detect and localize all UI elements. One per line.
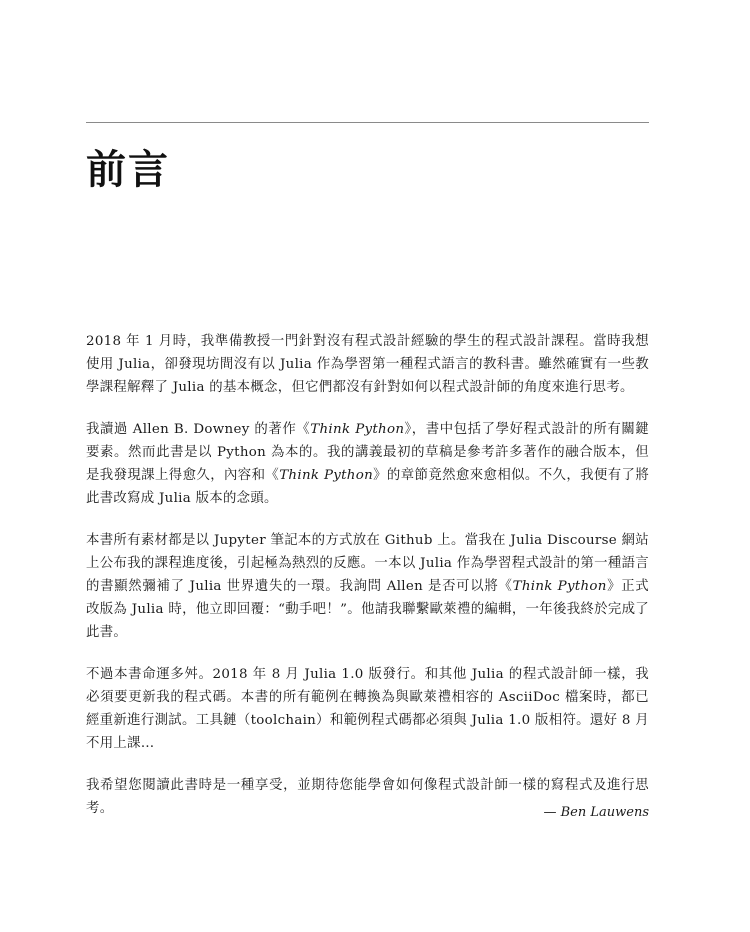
paragraph-1 bbox=[86, 330, 649, 399]
preface-body bbox=[86, 330, 649, 839]
text-segment: 》的章節竟然愈來愈相似。不久，我便有了將此書改寫成 Julia 版本的念頭。 bbox=[86, 468, 650, 506]
text-segment: 》正式改版為 Julia 時，他立即回覆：“動手吧！”。他請我聯繫歐萊禮的編輯，一年後我終於完成了此書。 bbox=[86, 579, 650, 640]
author-signature: — Ben Lauwens bbox=[543, 805, 649, 820]
text-segment: 我希望您閱讀此書時是一種享受，並期待您能學會如何像程式設計師一樣的寫程式及進行思考。 bbox=[86, 778, 649, 816]
book-title-italic: Think Python bbox=[512, 579, 607, 594]
book-title-italic: Think Python bbox=[279, 468, 374, 483]
chapter-title: 前言 bbox=[86, 147, 170, 193]
text-segment: 》，書中包括了學好程式設計的所有關鍵要素。然而此書是以 Python 為本的。我的講義最初的草稿是參考許多著作的融合版本，但是我發現課上得愈久，內容和《 bbox=[86, 422, 650, 483]
paragraph-2 bbox=[86, 418, 649, 510]
paragraph-4 bbox=[86, 663, 649, 755]
paragraph-3 bbox=[86, 529, 649, 644]
book-title-italic: Think Python bbox=[310, 422, 405, 437]
text-segment: 不過本書命運多舛。2018 年 8 月 Julia 1.0 版發行。和其他 Julia 的程式設計師一樣，我必須要更新我的程式碼。本書的所有範例在轉換為與歐萊禮相容的 AsciiDoc 檔案時，都已經重新進行測試。工具鏈（toolchain）和範例程式碼都必須與 Julia 1.0 版相符。還好 8 月不用上課… bbox=[86, 667, 649, 751]
text-segment: 2018 年 1 月時，我準備教授一門針對沒有程式設計經驗的學生的程式設計課程。當時我想使用 Julia，卻發現坊間沒有以 Julia 作為學習第一種程式語言的教科書。雖然確實有一些教學課程解釋了 Julia 的基本概念，但它們都沒有針對如何以程式設計師的角度來進行思考。 bbox=[86, 334, 649, 395]
text-segment: 我讀過 Allen B. Downey 的著作《 bbox=[86, 422, 311, 437]
top-rule bbox=[86, 122, 649, 123]
text-segment: 本書所有素材都是以 Jupyter 筆記本的方式放在 Github 上。當我在 Julia Discourse 網站上公布我的課程進度後，引起極為熱烈的反應。一本以 Julia 作為學習程式設計的第一種語言的書顯然彌補了 Julia 世界遺失的一環。我詢問 Allen 是否可以將《 bbox=[86, 533, 649, 594]
